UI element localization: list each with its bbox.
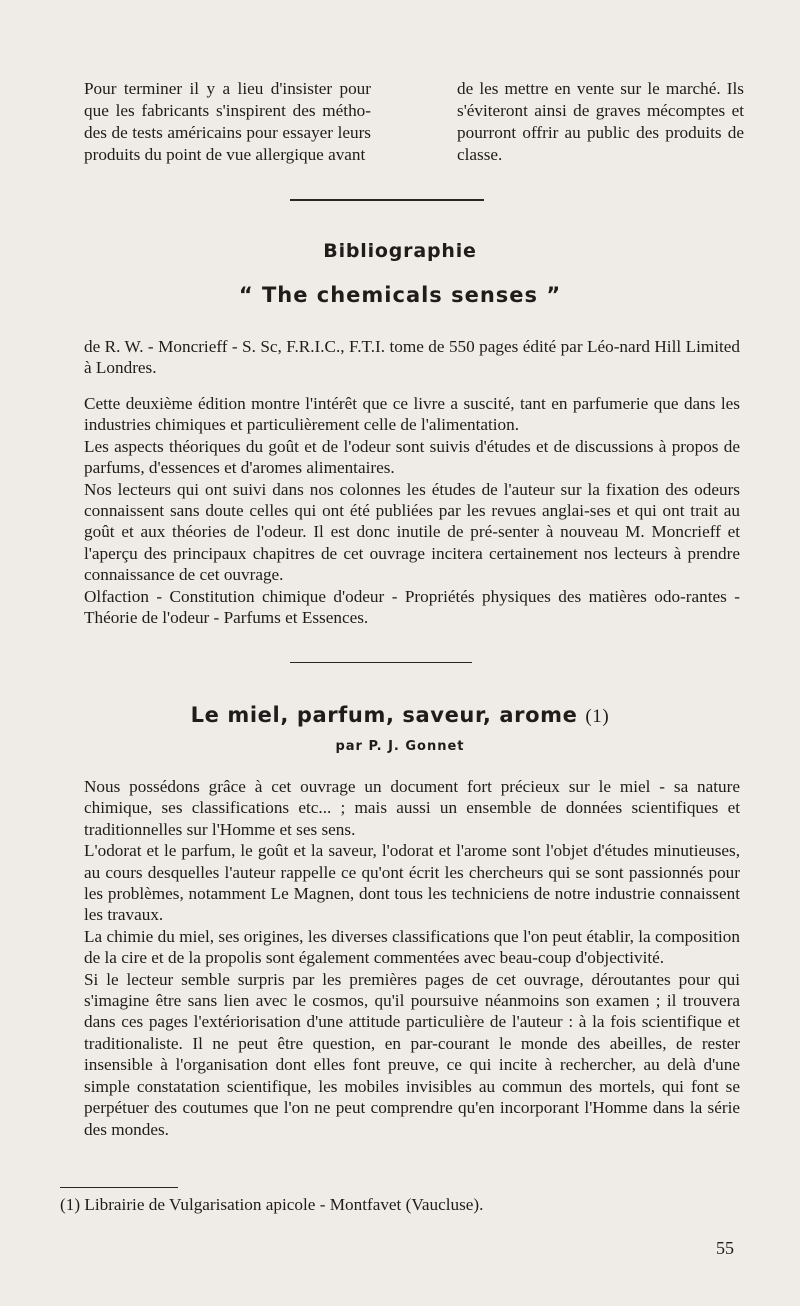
review-paragraph: La chimie du miel, ses origines, les diverses classifications que l'on peut établir, la composition de la cire et de la propolis sont également commentées avec beau-coup d'objectivité. <box>84 926 740 968</box>
bibliography-paragraph: Cette deuxième édition montre l'intérêt que ce livre a suscité, tant en parfumerie que dans les industries chimiques et particulièrement celle de l'alimentation. <box>84 394 740 435</box>
review-title: Le miel, parfum, saveur, arome <box>190 703 578 727</box>
intro-right-text: de les mettre en vente sur le marché. Ils s'éviteront ainsi de graves mécomptes et pourront offrir au public des produits de classe. <box>457 79 744 164</box>
review-paragraph: L'odorat et le parfum, le goût et la saveur, l'odorat et l'arome sont l'objet d'études minutieuses, au cours desquelles l'auteur rappelle ce qu'ont écrit les chercheurs qui se sont passionnés pour les problèmes, notamment Le Magnen, dont tous les techniciens de notre industrie connaissent les travaux. <box>84 841 740 925</box>
bibliography-text <box>84 393 740 628</box>
footnote: (1) Librairie de Vulgarisation apicole - Montfavet (Vaucluse). <box>60 1195 484 1214</box>
intro-left-text: Pour terminer il y a lieu d'insister pour que les fabricants s'inspirent des métho-des de tests américains pour essayer leurs produits du point de vue allergique avant <box>84 79 371 164</box>
footnote-marker: (1) <box>585 706 610 727</box>
bibliography-paragraph: Les aspects théoriques du goût et de l'odeur sont suivis d'études et de discussions à propos de parfums, d'essences et d'aromes alimentaires. <box>84 436 740 478</box>
book-reference-text: de R. W. - Moncrieff - S. Sc, F.R.I.C., F.T.I. tome de 550 pages édité par Léo-nard Hill Limited à Londres. <box>84 337 740 378</box>
review-byline: par P. J. Gonnet <box>335 739 465 754</box>
review-paragraph: Si le lecteur semble surpris par les premières pages de cet ouvrage, déroutantes pour qui s'imagine être sans lien avec le cosmos, qu'il poursuive néanmoins son examen ; il trouvera dans ces pages l'extériorisation d'une attitude particulière de l'auteur : à la fois scientifique et traditionaliste. Il ne peut être question, en par-courant le monde des abeilles, de rester insensible à l'organisation dont elles font preuve, ce qui incite à rechercher, au delà d'une simple constatation scientifique, les mobiles invisibles au commun des mortels, qui font se perpétuer des coutumes que l'on ne peut comprendre qu'en incorporant l'Homme dans la série des mondes. <box>84 969 740 1139</box>
page-number: 55 <box>716 1238 734 1258</box>
section-title: Bibliographie <box>323 240 477 262</box>
bibliography-paragraph: Olfaction - Constitution chimique d'odeur - Propriétés physiques des matières odo-rantes - Théorie de l'odeur - Parfums et Essences. <box>84 586 740 628</box>
review-text <box>84 776 740 1140</box>
intro-left-column <box>84 78 371 166</box>
review-title-line <box>0 703 800 728</box>
review-paragraph: Nous possédons grâce à cet ouvrage un document fort précieux sur le miel - sa nature chimique, ses classifications etc... ; mais aussi un ensemble de données scientifiques et traditionnelles sur l'Homme et ses sens. <box>84 777 740 839</box>
book-title: “ The chemicals senses ” <box>238 283 562 307</box>
intro-right-column <box>457 78 744 166</box>
section-divider-top <box>290 199 484 201</box>
footnote-rule <box>60 1187 178 1188</box>
intro-columns <box>84 78 744 166</box>
book-reference <box>84 336 740 379</box>
section-divider-middle <box>290 662 472 663</box>
bibliography-paragraph: Nos lecteurs qui ont suivi dans nos colonnes les études de l'auteur sur la fixation des odeurs connaissent sans doute celles qui ont été publiées par les revues anglai-ses et qui ont trait au goût et aux théories de l'odeur. Il est donc inutile de pré-senter à nouveau M. Moncrieff et l'aperçu des principaux chapitres de cet ouvrage incitera certainement nos lecteurs à prendre connaissance de cet ouvrage. <box>84 479 740 585</box>
